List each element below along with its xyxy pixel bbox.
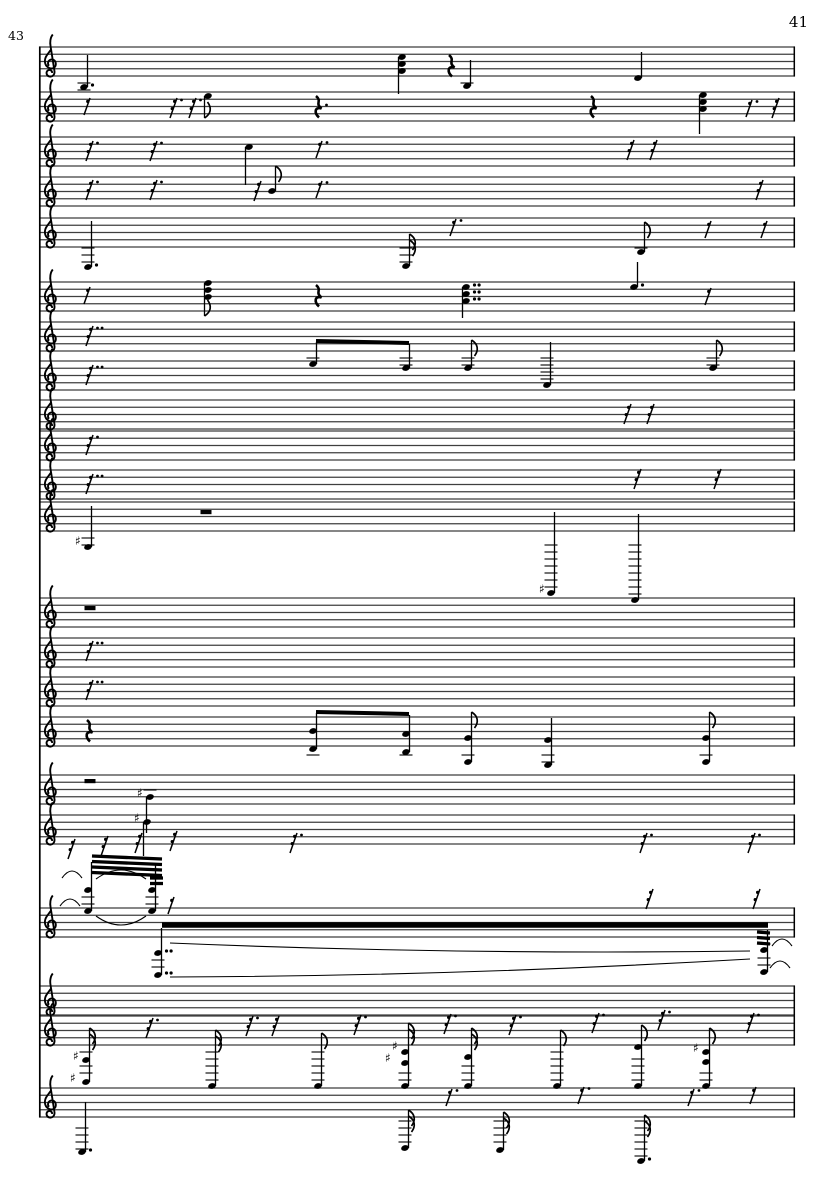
svg-text:♯: ♯ bbox=[392, 1039, 398, 1053]
staff-21 bbox=[39, 1004, 795, 1046]
svg-text:♯: ♯ bbox=[693, 1041, 699, 1055]
treble-clef-icon bbox=[45, 270, 56, 312]
staff-18 bbox=[39, 803, 795, 845]
staff-16 bbox=[39, 705, 795, 747]
svg-text:♯: ♯ bbox=[70, 1071, 76, 1085]
staff-9 bbox=[39, 388, 795, 430]
treble-clef-icon bbox=[45, 310, 56, 352]
staff-19 bbox=[39, 896, 795, 938]
staff-5 bbox=[39, 206, 795, 248]
treble-clef-icon bbox=[45, 626, 56, 668]
staff-13 bbox=[39, 586, 795, 628]
treble-clef-icon bbox=[45, 665, 56, 707]
notation-elements bbox=[60, 52, 792, 1165]
staff-11 bbox=[39, 458, 795, 500]
staff-1 bbox=[39, 35, 795, 77]
svg-text:♯: ♯ bbox=[75, 534, 81, 548]
treble-clef-icon bbox=[45, 705, 56, 747]
svg-text:♯: ♯ bbox=[134, 811, 140, 825]
staff-2 bbox=[39, 80, 795, 122]
staff-15 bbox=[39, 665, 795, 707]
page-number: 41 bbox=[788, 13, 808, 31]
staff-20 bbox=[39, 974, 795, 1016]
staff-6 bbox=[39, 270, 795, 312]
staff-10 bbox=[39, 419, 795, 461]
svg-text:♯: ♯ bbox=[137, 786, 143, 800]
treble-clef-icon bbox=[45, 763, 56, 805]
treble-clef-icon bbox=[45, 206, 56, 248]
staff-4 bbox=[39, 165, 795, 207]
treble-clef-icon bbox=[45, 803, 56, 845]
treble-clef-icon bbox=[45, 896, 56, 938]
staff-22 bbox=[39, 1076, 795, 1118]
treble-clef-icon bbox=[45, 165, 56, 207]
treble-clef-icon bbox=[45, 1076, 56, 1118]
svg-text:♯: ♯ bbox=[73, 1049, 79, 1063]
staff-7 bbox=[39, 310, 795, 352]
treble-clef-icon bbox=[45, 349, 56, 391]
treble-clef-icon bbox=[45, 35, 56, 77]
treble-clef-icon bbox=[45, 125, 56, 167]
staff-8 bbox=[39, 349, 795, 391]
treble-clef-icon bbox=[45, 80, 56, 122]
measure-number: 43 bbox=[8, 28, 24, 43]
staff-14 bbox=[39, 626, 795, 668]
svg-text:♯: ♯ bbox=[385, 1051, 391, 1065]
svg-text:♯: ♯ bbox=[539, 582, 545, 596]
staff-12 bbox=[39, 490, 795, 532]
treble-clef-icon bbox=[45, 586, 56, 628]
staff-3 bbox=[39, 125, 795, 167]
